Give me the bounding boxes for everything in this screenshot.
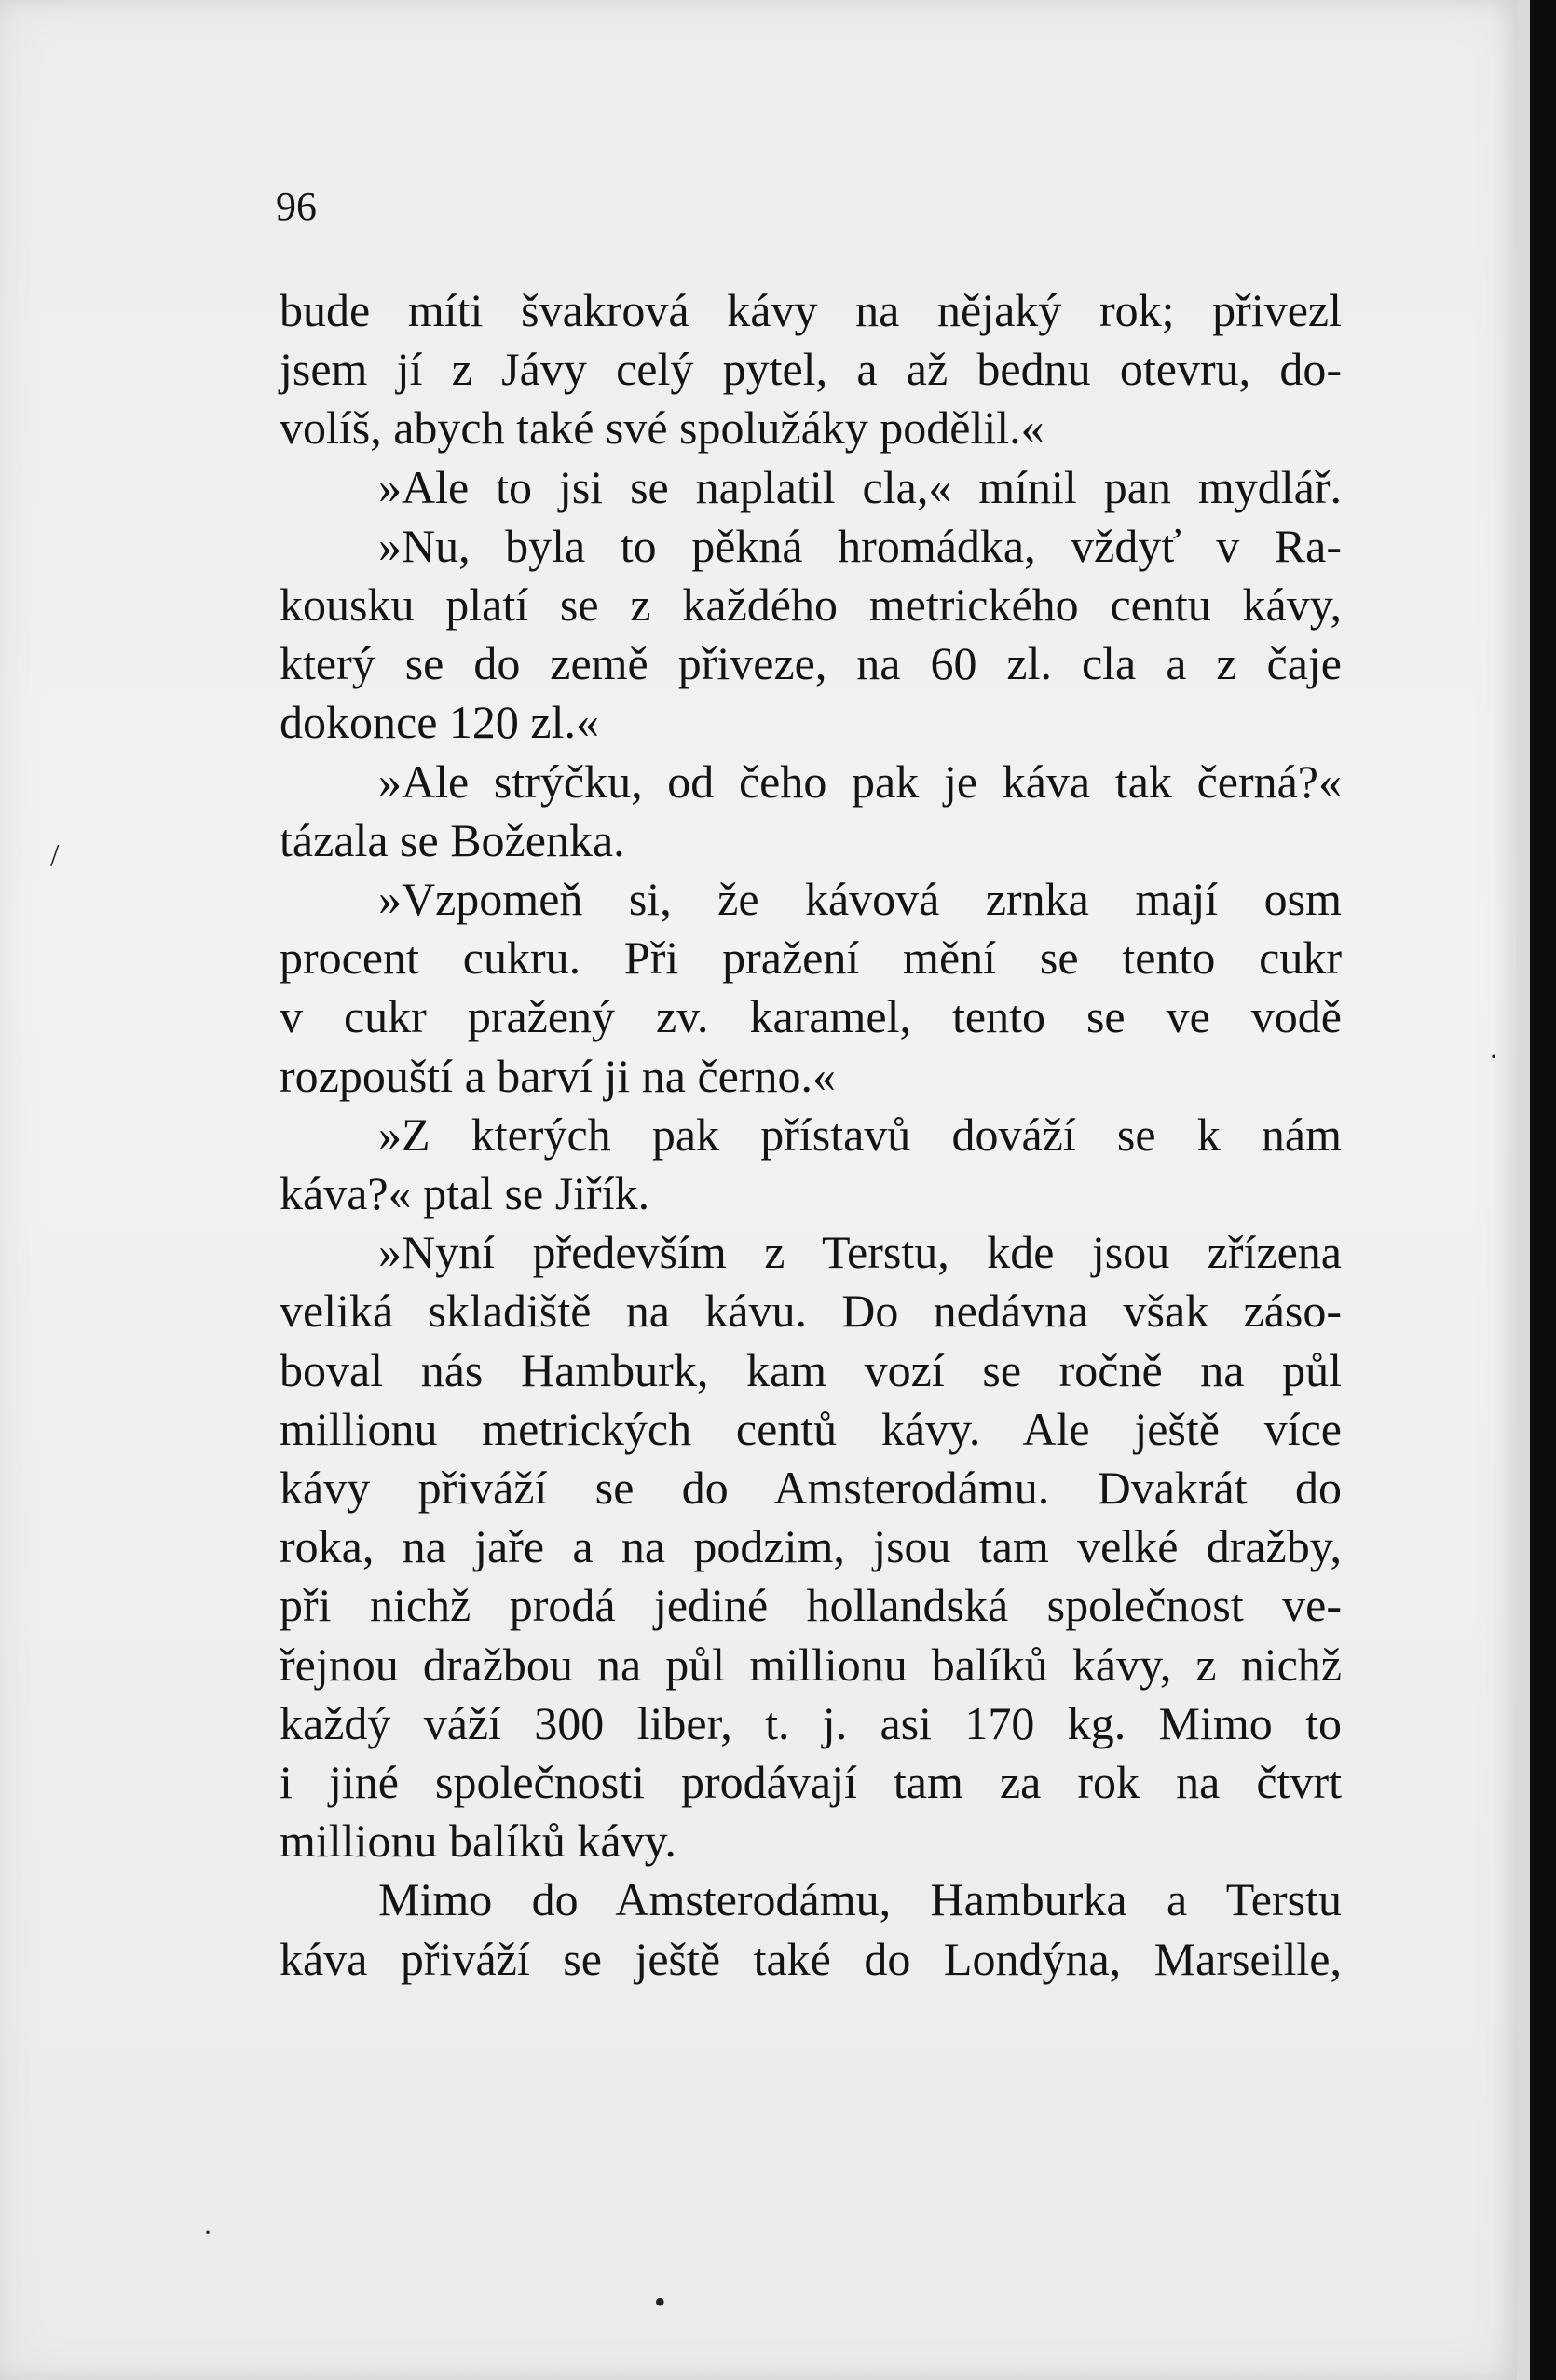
page-edge [1517, 0, 1530, 2380]
text-line: kávy přiváží se do Amsterodámu. Dvakrát do [280, 1462, 1342, 1515]
text-line: »Nyní především z Terstu, kde jsou zřízena [378, 1226, 1342, 1279]
text-line: veliká skladiště na kávu. Do nedávna však záso- [280, 1285, 1342, 1338]
text-line: roka, na jaře a na podzim, jsou tam velké dražby, [280, 1520, 1342, 1573]
text-line: káva přiváží se ještě také do Londýna, Marseille, [280, 1932, 1342, 1985]
text-line: »Vzpomeň si, že kávová zrnka mají osm [378, 873, 1342, 926]
text-line: i jiné společnosti prodávají tam za rok na čtvrt [280, 1756, 1342, 1809]
text-line: jsem jí z Jávy celý pytel, a až bednu otevru, do- [280, 343, 1342, 396]
margin-mark: / [50, 838, 60, 873]
text-line: millionu metrických centů kávy. Ale ještě více [280, 1402, 1342, 1455]
body-text [280, 281, 1342, 1989]
text-line: káva?« ptal se Jiřík. [280, 1167, 650, 1220]
text-line: řejnou dražbou na půl millionu balíků kávy, z nichž [280, 1638, 1342, 1691]
text-line: rozpouští a barví ji na černo.« [280, 1049, 837, 1102]
text-line: v cukr pražený zv. karamel, tento se ve vodě [280, 990, 1342, 1043]
text-line: »Ale strýčku, od čeho pak je káva tak černá?« [378, 755, 1342, 808]
speck-mark: · [1489, 1041, 1498, 1072]
text-line: při nichž prodá jediné hollandská společnost ve- [280, 1579, 1342, 1632]
text-line: »Ale to jsi se naplatil cla,« mínil pan mydlář. [378, 460, 1342, 513]
text-line: »Z kterých pak přístavů dováží se k nám [378, 1108, 1342, 1161]
text-line: dokonce 120 zl.« [280, 696, 599, 749]
speck-mark: • [654, 2283, 666, 2320]
text-line: procent cukru. Při pražení mění se tento cukr [280, 932, 1342, 985]
text-line: »Nu, byla to pěkná hromádka, vždyť v Ra- [378, 519, 1342, 572]
text-line: bude míti švakrová kávy na nějaký rok; přivezl [280, 284, 1342, 336]
speck-mark: · [203, 2217, 212, 2248]
text-line: Mimo do Amsterodámu, Hamburka a Terstu [378, 1873, 1342, 1926]
text-line: který se do země přiveze, na 60 zl. cla a z čaje [280, 637, 1342, 690]
text-line: každý váží 300 liber, t. j. asi 170 kg. Mimo to [280, 1696, 1342, 1749]
text-line: volíš, abych také své spolužáky podělil.« [280, 401, 1044, 455]
text-line: tázala se Boženka. [280, 813, 625, 866]
text-line: millionu balíků kávy. [280, 1815, 676, 1868]
text-line: boval nás Hamburk, kam vozí se ročně na půl [280, 1343, 1342, 1396]
page-number: 96 [276, 184, 317, 229]
text-line: kousku platí se z každého metrického centu kávy, [280, 578, 1342, 632]
